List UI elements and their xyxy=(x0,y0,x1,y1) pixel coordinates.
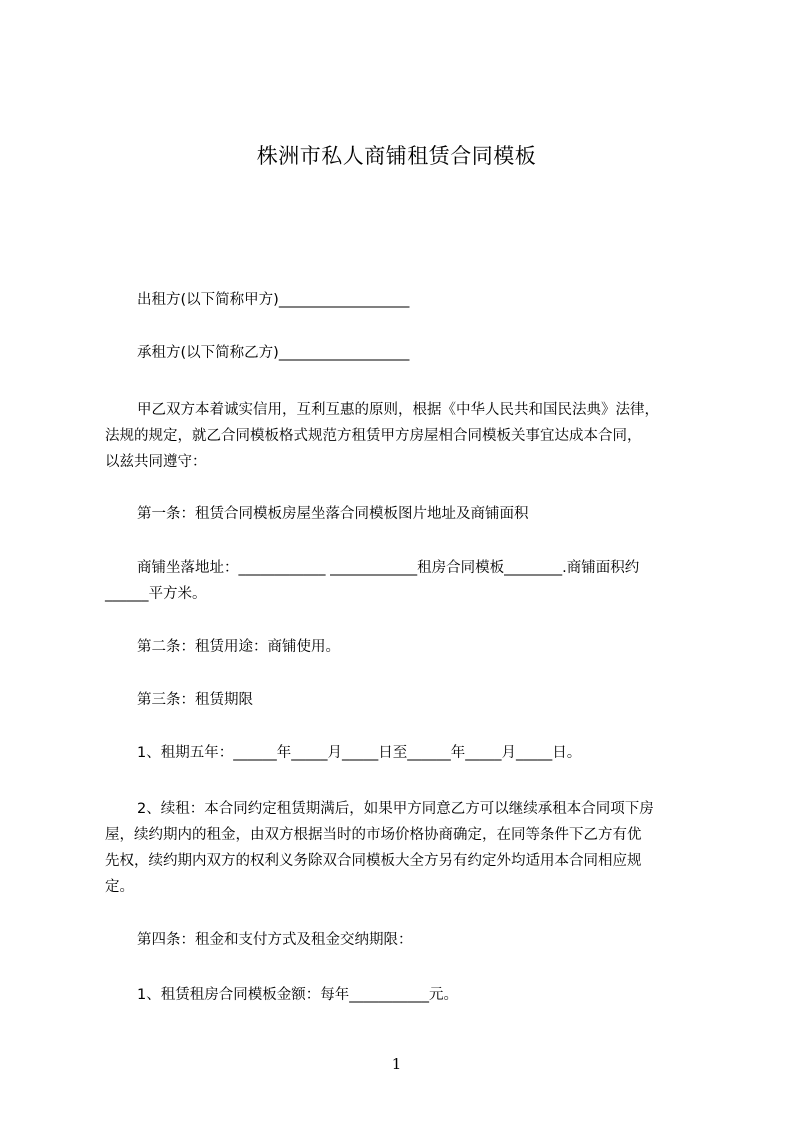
article-3-renewal-line-3: 先权，续约期内双方的权利义务除双合同模板大全方另有约定外均适用本合同相应规 xyxy=(105,853,642,869)
lessor-line: 出租方(以下简称甲方)__________________ xyxy=(137,292,410,308)
preamble-line-1: 甲乙双方本着诚实信用，互利互惠的原则，根据《中华人民共和国民法典》法律， xyxy=(137,402,659,418)
article-3-term: 1、租期五年：______年_____月_____日至______年_____月_____日。 xyxy=(137,745,582,761)
document-title: 株洲市私人商铺租赁合同模板 xyxy=(256,144,537,168)
article-4-heading: 第四条：租金和支付方式及租金交纳期限： xyxy=(137,932,413,948)
article-3-renewal-line-4: 定。 xyxy=(105,879,134,895)
article-1-heading: 第一条：租赁合同模板房屋坐落合同模板图片地址及商铺面积 xyxy=(137,506,529,522)
article-3-renewal-line-1: 2、续租：本合同约定租赁期满后，如果甲方同意乙方可以继续承租本合同项下房 xyxy=(137,801,654,817)
article-3-heading: 第三条：租赁期限 xyxy=(137,692,253,708)
lessee-line: 承租方(以下简称乙方)__________________ xyxy=(137,345,410,361)
preamble-line-3: 以兹共同遵守： xyxy=(105,454,207,470)
article-3-renewal-line-2: 屋，续约期内的租金，由双方根据当时的市场价格协商确定，在同等条件下乙方有优 xyxy=(105,827,642,843)
preamble-line-2: 法规的规定，就乙合同模板格式规范方租赁甲方房屋相合同模板关事宜达成本合同， xyxy=(105,428,642,444)
page-number: 1 xyxy=(391,1055,402,1073)
article-1-address-line-2: ______平方米。 xyxy=(105,586,207,602)
article-1-address-line-1: 商铺坐落地址：____________ ____________租房合同模板________.商铺面积约 xyxy=(137,560,640,576)
article-4-amount: 1、租赁租房合同模板金额：每年___________元。 xyxy=(137,987,458,1003)
article-2-heading: 第二条：租赁用途：商铺使用。 xyxy=(137,639,340,655)
